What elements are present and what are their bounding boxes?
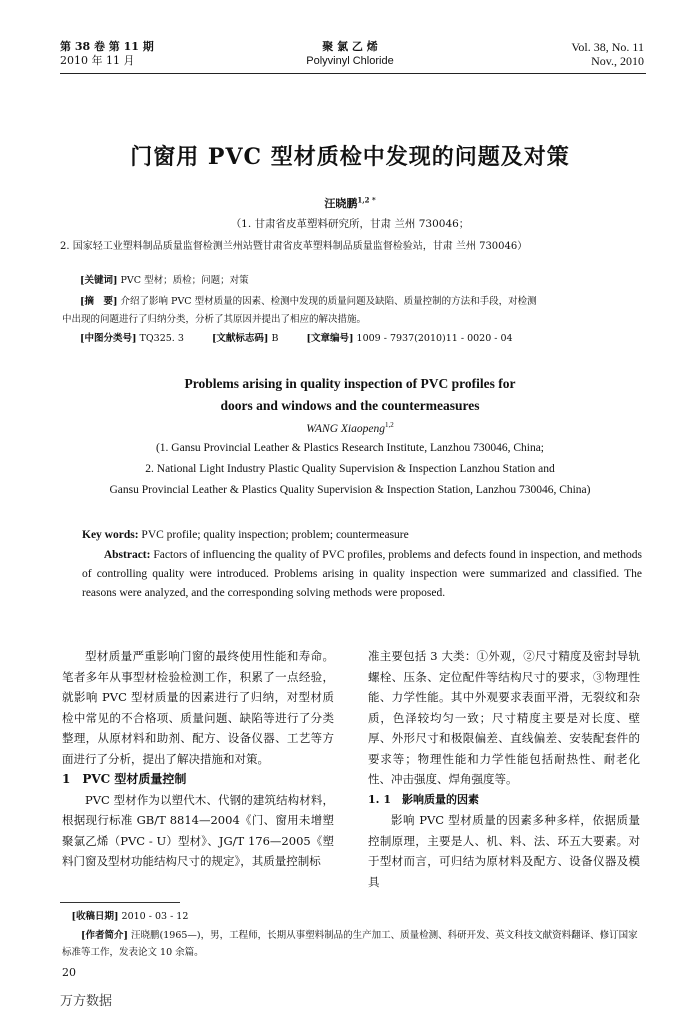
affiliation-en-1: (1. Gansu Provincial Leather & Plastics Research Institute, Lanzhou 730046, China; xyxy=(155,442,545,454)
header-vol-en xyxy=(571,40,644,68)
affiliation-en-2: 2. National Light Industry Plastic Quality Supervision & Inspection Lanzhou Station and xyxy=(145,463,555,475)
header-vol-number: Vol. 38, No. 11 xyxy=(571,40,644,54)
abstract-en-text: Factors of influencing the quality of PVC profiles, problems and defects found in inspection, and methods of controlling quality were introduced. Problems arising in quality inspection were summarized and classified. The reasons were analyzed, and the corresponding solving methods were proposed. xyxy=(82,549,643,599)
page-number: 20 xyxy=(62,966,76,979)
abstract-zh-line2: 中出现的问题进行了归纳分类，分析了其原因并提出了相应的解决措施。 xyxy=(62,314,367,325)
body-paragraph: PVC 型材作为以塑代木、代钢的建筑结构材料，根据现行标准 GB/T 8814—2004《门、窗用未增塑聚氯乙烯（PVC - U）型材》、JG/T 176—2005《塑料门窗及型材功能结构尺寸的规定》，其质量控制标 xyxy=(62,792,334,868)
bio-label: [作者简介] xyxy=(81,930,128,941)
affiliation-zh-2: 2. 国家轻工业塑料制品质量监督检测兰州站暨甘肃省皮革塑料制品质量监督检验站，甘肃 兰州 730046） xyxy=(60,241,528,252)
article-no-value: 1009 - 7937(2010)11 - 0020 - 04 xyxy=(356,333,513,344)
abstract-zh-label: [摘 要] xyxy=(80,296,118,307)
section-heading: 1 PVC 型材质量控制 xyxy=(62,772,187,786)
title-en-line1: Problems arising in quality inspection of PVC profiles for xyxy=(184,376,516,391)
author-zh xyxy=(0,195,700,211)
doc-code-label: [文献标志码] xyxy=(211,333,269,344)
article-no-label: [文章编号] xyxy=(306,333,354,344)
body-paragraph: 影响 PVC 型材质量的因素多种多样，依据质量控制原理，主要是人、机、料、法、环五大要素。对于型材而言，可归结为原材料及配方、设备仪器及模具 xyxy=(368,813,640,889)
keywords-en xyxy=(82,526,642,545)
clc-label: [中图分类号] xyxy=(80,333,137,344)
author-zh-name: 汪晓鹏 xyxy=(324,197,358,210)
abstract-zh xyxy=(80,293,645,310)
body-column-right xyxy=(368,646,640,892)
author-en xyxy=(0,421,700,435)
bio-text: 汪晓鹏(1965—)，男，工程师，长期从事塑料制品的生产加工、质量检测、科研开发、英文科技文献资料翻译、修订国家标准等工作，发表论文 10 余篇。 xyxy=(62,930,638,958)
body-paragraph: 准主要包括 3 大类：①外观，②尺寸精度及密封导轨螺栓、压条、定位配件等结构尺寸的要求，③物理性能、力学性能。其中外观要求表面平滑，无裂纹和杂质，色泽较均匀一致；尺寸精度主要是对长度、壁厚、外形尺寸和极限偏差、直线偏差、安装配套件的要求等；物理性能和力学性能包括耐热性、耐老化性、冲击强度、焊角强度等。 xyxy=(368,649,640,786)
header-journal-zh: 聚 氯 乙 烯 xyxy=(322,40,378,53)
subsection-heading: 1. 1 影响质量的因素 xyxy=(368,792,479,806)
affiliation-en-3: Gansu Provincial Leather & Plastics Quality Supervision & Inspection Station, Lanzhou 730046, China) xyxy=(109,484,591,496)
header-volume: 第 38 卷 第 11 期 xyxy=(60,40,154,53)
keywords-zh-label: [关键词] xyxy=(80,275,118,286)
body-column-left xyxy=(62,646,334,872)
footnote-bio xyxy=(62,927,647,961)
received-date: 2010 - 03 - 12 xyxy=(121,911,189,922)
classification-zh xyxy=(80,330,645,347)
watermark: 万方数据 xyxy=(60,994,113,1009)
affiliation-zh-1: （1. 甘肃省皮革塑料研究所，甘肃 兰州 730046； xyxy=(230,218,470,230)
page-title-zh: 门窗用 PVC 型材质检中发现的问题及对策 xyxy=(130,144,570,170)
title-en-line2: doors and windows and the countermeasures xyxy=(220,398,480,413)
header-rule xyxy=(60,73,646,74)
footnote-rule xyxy=(60,902,180,903)
clc-value: TQ325. 3 xyxy=(139,333,184,344)
author-zh-sup: 1,2 * xyxy=(357,195,376,205)
header-month: Nov., 2010 xyxy=(591,54,644,68)
header-journal-en: Polyvinyl Chloride xyxy=(306,55,394,67)
body-paragraph: 型材质量严重影响门窗的最终使用性能和寿命。笔者多年从事型材检验检测工作，积累了一点经验，就影响 PVC 型材质量的因素进行了归纳，对型材质检中常见的不合格项、质量问题、缺陷等进行了分类整理，从原材料和助剂、配方、设备仪器、工艺等方面进行了分析，提出了解决措施和对策。 xyxy=(62,649,334,766)
doc-code-value: B xyxy=(271,333,279,344)
author-en-name: WANG Xiaopeng xyxy=(306,422,385,435)
keywords-zh-text: PVC 型材；质检；问题；对策 xyxy=(120,275,249,286)
keywords-en-label: Key words: xyxy=(82,529,139,541)
abstract-zh-line1: 介绍了影响 PVC 型材质量的因素、检测中发现的质量问题及缺陷、质量控制的方法和手段，对检测 xyxy=(120,296,537,307)
abstract-en-label: Abstract: xyxy=(103,549,151,561)
footnote-received xyxy=(62,908,647,925)
received-label: [收稿日期] xyxy=(71,911,119,922)
keywords-zh xyxy=(80,272,645,289)
header-date: 2010 年 11 月 xyxy=(60,54,135,67)
author-en-sup: 1,2 xyxy=(384,421,394,429)
keywords-en-text: PVC profile; quality inspection; problem; countermeasure xyxy=(141,529,409,541)
abstract-en xyxy=(82,546,642,603)
